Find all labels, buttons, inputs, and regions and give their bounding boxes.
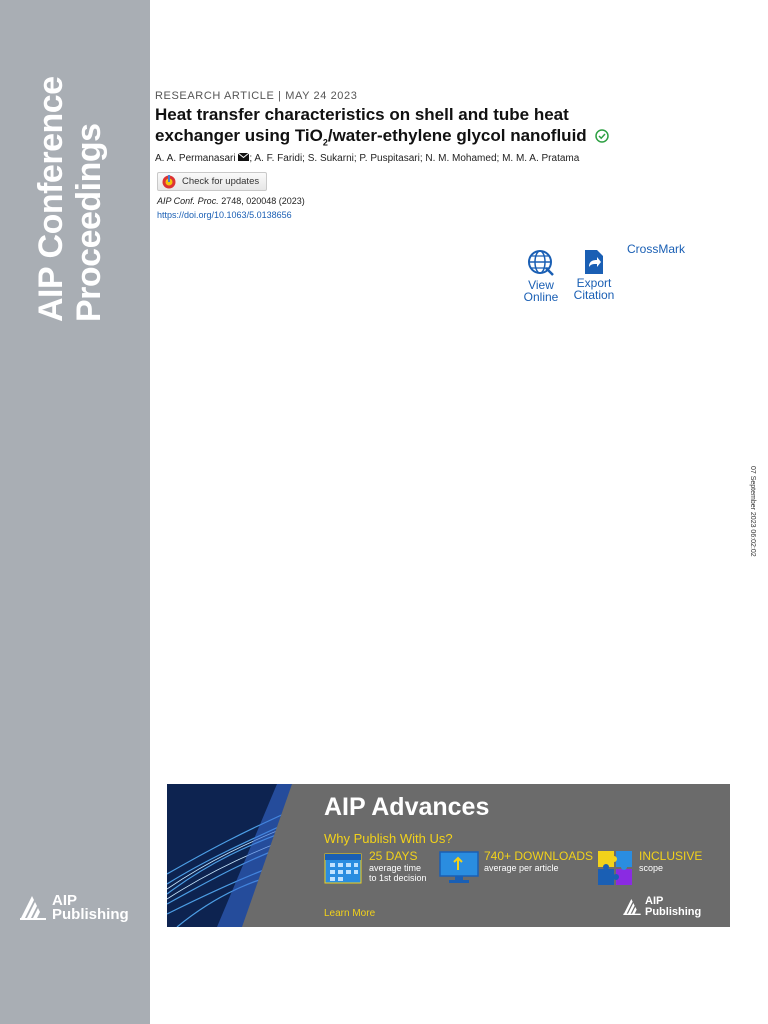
calendar-icon [324,850,362,884]
journal-abbrev: AIP Conf. Proc. [157,196,219,206]
article-meta [155,90,357,102]
journal-title-line1: AIP Conference [32,76,70,322]
banner-aip-logo [622,896,701,918]
fiber-optics-image [167,784,307,927]
aip-advances-banner[interactable] [167,784,730,927]
stat-downloads [439,850,593,884]
stat2-label: average per article [484,863,559,873]
title-subscript: 2 [322,137,328,148]
learn-more-link[interactable]: Learn More [324,908,376,919]
verified-check-icon [595,129,609,143]
export-citation-button[interactable] [572,249,616,301]
updates-label: Check for updates [182,176,260,187]
crossmark-link[interactable]: CrossMark [627,242,686,256]
updates-icon [162,175,176,189]
doi-link[interactable]: https://doi.org/10.1063/5.0138656 [157,210,292,220]
article-type: RESEARCH ARTICLE [155,90,275,102]
view-online-button[interactable] [520,249,562,303]
aip-logo-text [52,894,129,922]
article-date: MAY 24 2023 [285,90,358,102]
stat1-label-2: to 1st decision [369,873,427,883]
check-for-updates-button[interactable] [157,172,267,191]
aip-publishing-logo [18,894,129,922]
puzzle-icon [597,850,633,886]
export-label-1: Export [576,276,612,290]
co-authors: ; A. F. Faridi; S. Sukarni; P. Puspitasari; N. M. Mohamed; M. M. A. Pratama [249,153,580,164]
banner-title: AIP Advances [324,793,490,821]
citation-details: 2748, 020048 (2023) [218,196,305,206]
title-part1: Heat transfer characteristics on shell and tube heat exchanger using TiO [155,105,569,145]
export-citation-icon [583,249,605,275]
banner-subtitle: Why Publish With Us? [324,831,453,846]
citation [157,196,305,206]
aip-logo-line2: Publishing [52,906,129,923]
stat3-value: INCLUSIVE [639,849,703,863]
view-label-2: Online [523,290,559,304]
stat3-label: scope [639,863,664,873]
banner-logo-line1: AIP [645,895,664,907]
stat1-label-1: average time [369,863,422,873]
aip-logo-icon [18,894,48,922]
view-label-1: View [528,278,554,292]
stat1-value: 25 DAYS [369,849,418,863]
author-list [155,153,579,164]
monitor-icon [439,850,479,884]
meta-separator: | [278,90,282,102]
article-title [155,104,655,153]
banner-logo-line2: Publishing [645,906,702,918]
stat-days [324,850,427,884]
title-part2: /water-ethylene glycol nanofluid [327,126,587,145]
email-icon[interactable] [238,153,249,161]
aip-logo-line1: AIP [52,892,78,909]
journal-title-line2: Proceedings [70,123,108,322]
journal-title [32,76,108,322]
export-label-2: Citation [573,288,615,302]
stat-inclusive [597,850,702,886]
globe-icon [527,249,555,277]
download-timestamp: 07 September 2023 06:02:02 [749,466,756,557]
journal-sidebar [0,0,150,1024]
banner-aip-logo-icon [622,897,642,917]
corresponding-author[interactable]: A. A. Permanasari [155,153,236,164]
stat2-value: 740+ DOWNLOADS [484,849,594,863]
